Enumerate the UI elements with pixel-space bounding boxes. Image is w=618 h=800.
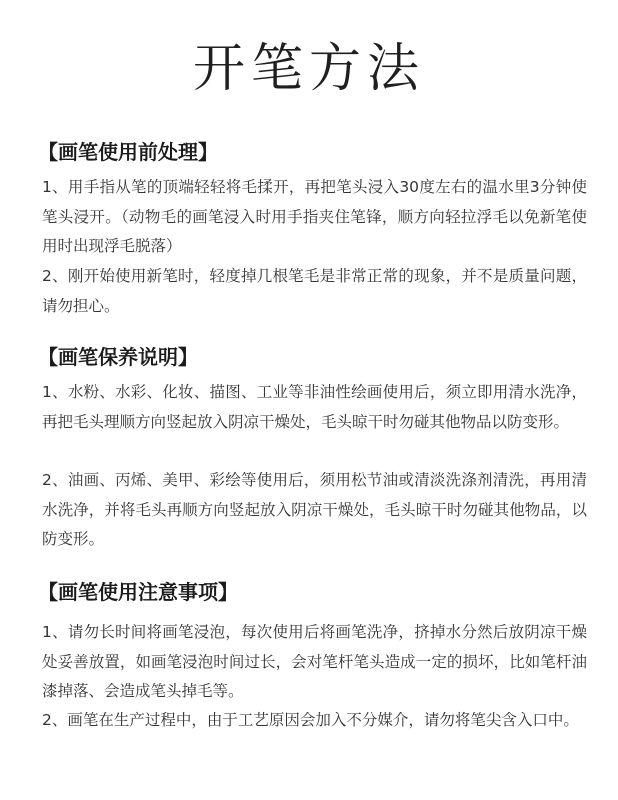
section-heading-precautions: 【画笔使用注意事项】	[38, 580, 238, 604]
paragraph-precautions-2: 2、画笔在生产过程中，由于工艺原因会加入不分媒介，请勿将笔尖含入口中。	[42, 711, 579, 729]
paragraph-maintenance-1: 1、水粉、水彩、化妆、描图、工业等非油性绘画使用后，须立即用清水洗净，再把毛头理顺方向竖起放入阴凉干燥处，毛头晾干时勿碰其他物品以防变形。	[42, 383, 587, 431]
section-heading-pre-use: 【画笔使用前处理】	[38, 140, 218, 164]
page-title: 开笔方法	[192, 39, 425, 99]
paragraph-pre-use-2: 2、刚开始使用新笔时，轻度掉几根笔毛是非常正常的现象，并不是质量问题，请勿担心。	[42, 267, 587, 315]
paragraph-precautions-1: 1、请勿长时间将画笔浸泡，每次使用后将画笔洗净，挤掉水分然后放阴凉干燥处妥善放置，如画笔浸泡时间过长，会对笔杆笔头造成一定的损坏，比如笔杆油漆掉落、会造成笔头掉毛等。	[42, 623, 587, 700]
paragraph-maintenance-2: 2、油画、丙烯、美甲、彩绘等使用后，须用松节油或清淡洗涤剂清洗，再用清水洗净，并将毛头再顺方向竖起放入阴凉干燥处，毛头晾干时勿碰其他物品，以防变形。	[42, 471, 587, 548]
section-heading-maintenance: 【画笔保养说明】	[38, 345, 198, 369]
paragraph-pre-use-1: 1、用手指从笔的顶端轻轻将毛揉开，再把笔头浸入30度左右的温水里3分钟使笔头浸开。（动物毛的画笔浸入时用手指夹住笔锋，顺方向轻拉浮毛以免新笔使用时出现浮毛脱落）	[42, 178, 587, 255]
